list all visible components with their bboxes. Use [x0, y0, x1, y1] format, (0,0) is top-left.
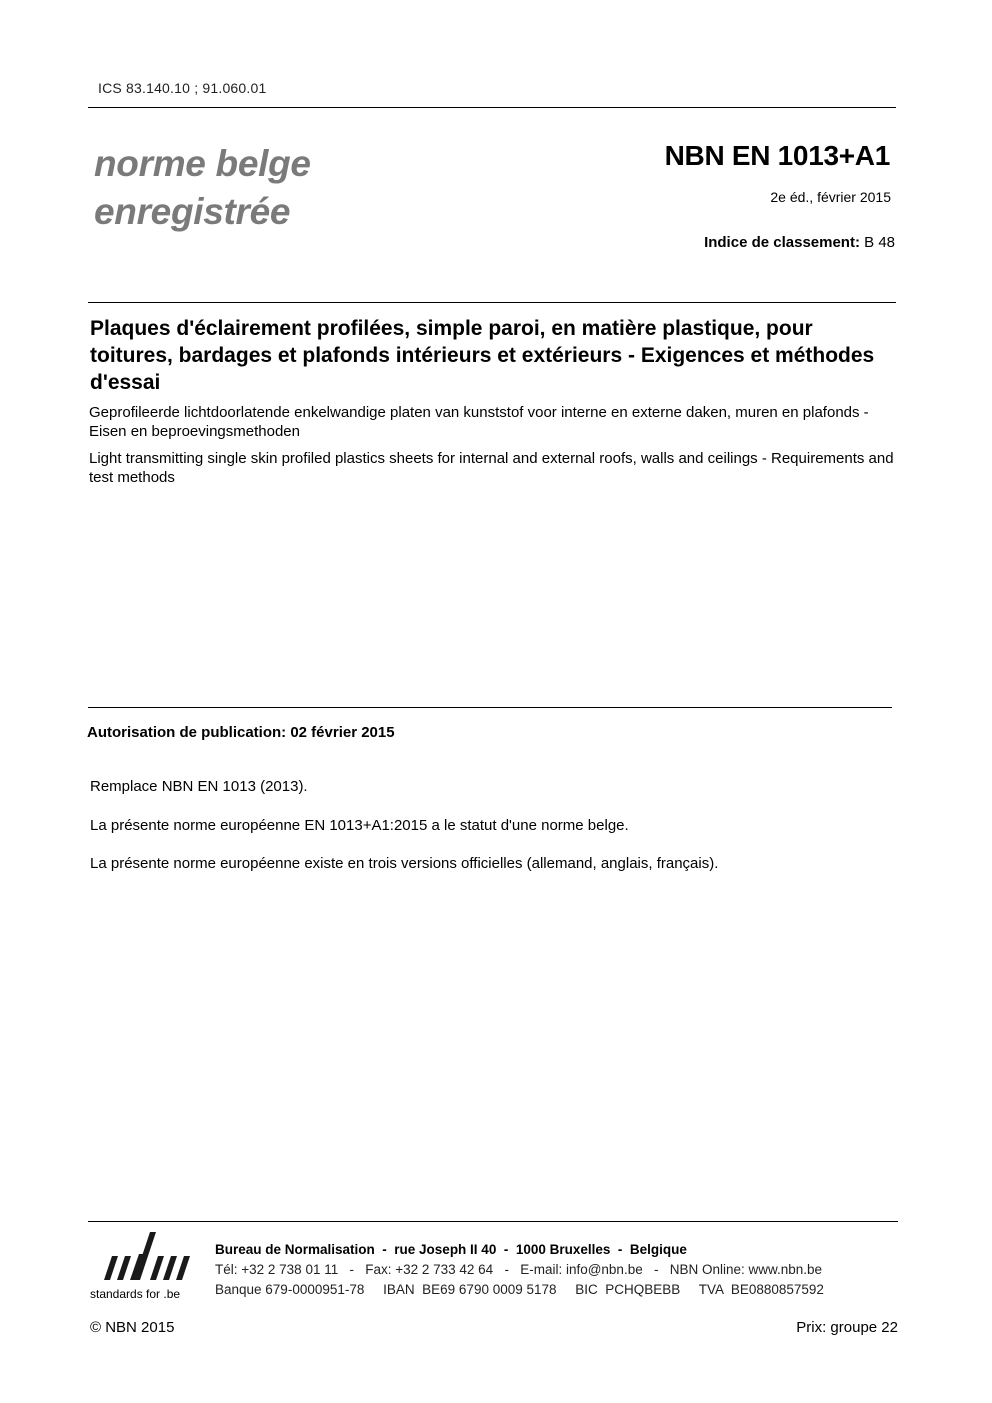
remark-replaces: Remplace NBN EN 1013 (2013).: [90, 778, 308, 795]
footer-address: Bureau de Normalisation - rue Joseph II 40 - 1000 Bruxelles - Belgique: [215, 1242, 687, 1257]
title-english: Light transmitting single skin profiled plastics sheets for internal and external roofs, walls and ceilings - Requirements and test methods: [89, 450, 894, 486]
title-divider-top: [88, 302, 896, 303]
classification-label: Indice de classement:: [704, 234, 860, 251]
header-divider: [88, 107, 896, 108]
standard-number: NBN EN 1013+A1: [664, 140, 890, 171]
footer-bank: Banque 679-0000951-78 IBAN BE69 6790 0009 5178 BIC PCHQBEBB TVA BE0880857592: [215, 1282, 824, 1297]
brand-line-2: enregistrée: [94, 191, 291, 232]
ics-code: ICS 83.140.10 ; 91.060.01: [98, 80, 267, 96]
remark-versions: La présente norme européenne existe en trois versions officielles (allemand, anglais, français).: [90, 855, 719, 872]
publication-authorisation: Autorisation de publication: 02 février 2015: [87, 724, 395, 741]
title-french: Plaques d'éclairement profilées, simple paroi, en matière plastique, pour toitures, bardages et plafonds intérieurs et extérieurs - Exigences et méthodes d'essai: [90, 317, 875, 394]
edition: 2e éd., février 2015: [770, 189, 891, 205]
brand-title: [94, 140, 311, 236]
logo-tagline: standards for .be: [90, 1287, 181, 1301]
price-group: Prix: groupe 22: [796, 1319, 898, 1336]
remark-status: La présente norme européenne EN 1013+A1:2015 a le statut d'une norme belge.: [90, 817, 629, 834]
brand-line-1: norme belge: [94, 143, 311, 184]
copyright: © NBN 2015: [90, 1319, 175, 1336]
title-dutch: Geprofileerde lichtdoorlatende enkelwandige platen van kunststof voor interne en externe daken, muren en plafonds - Eisen en beproevingsmethoden: [89, 404, 869, 440]
title-divider-bottom: [88, 707, 892, 708]
footer-divider: [88, 1221, 898, 1222]
classification-value: B 48: [864, 234, 895, 251]
footer-contacts: Tél: +32 2 738 01 11 - Fax: +32 2 733 42 64 - E-mail: info@nbn.be - NBN Online: www.nbn.be: [215, 1262, 823, 1277]
classification-index: [704, 234, 895, 251]
